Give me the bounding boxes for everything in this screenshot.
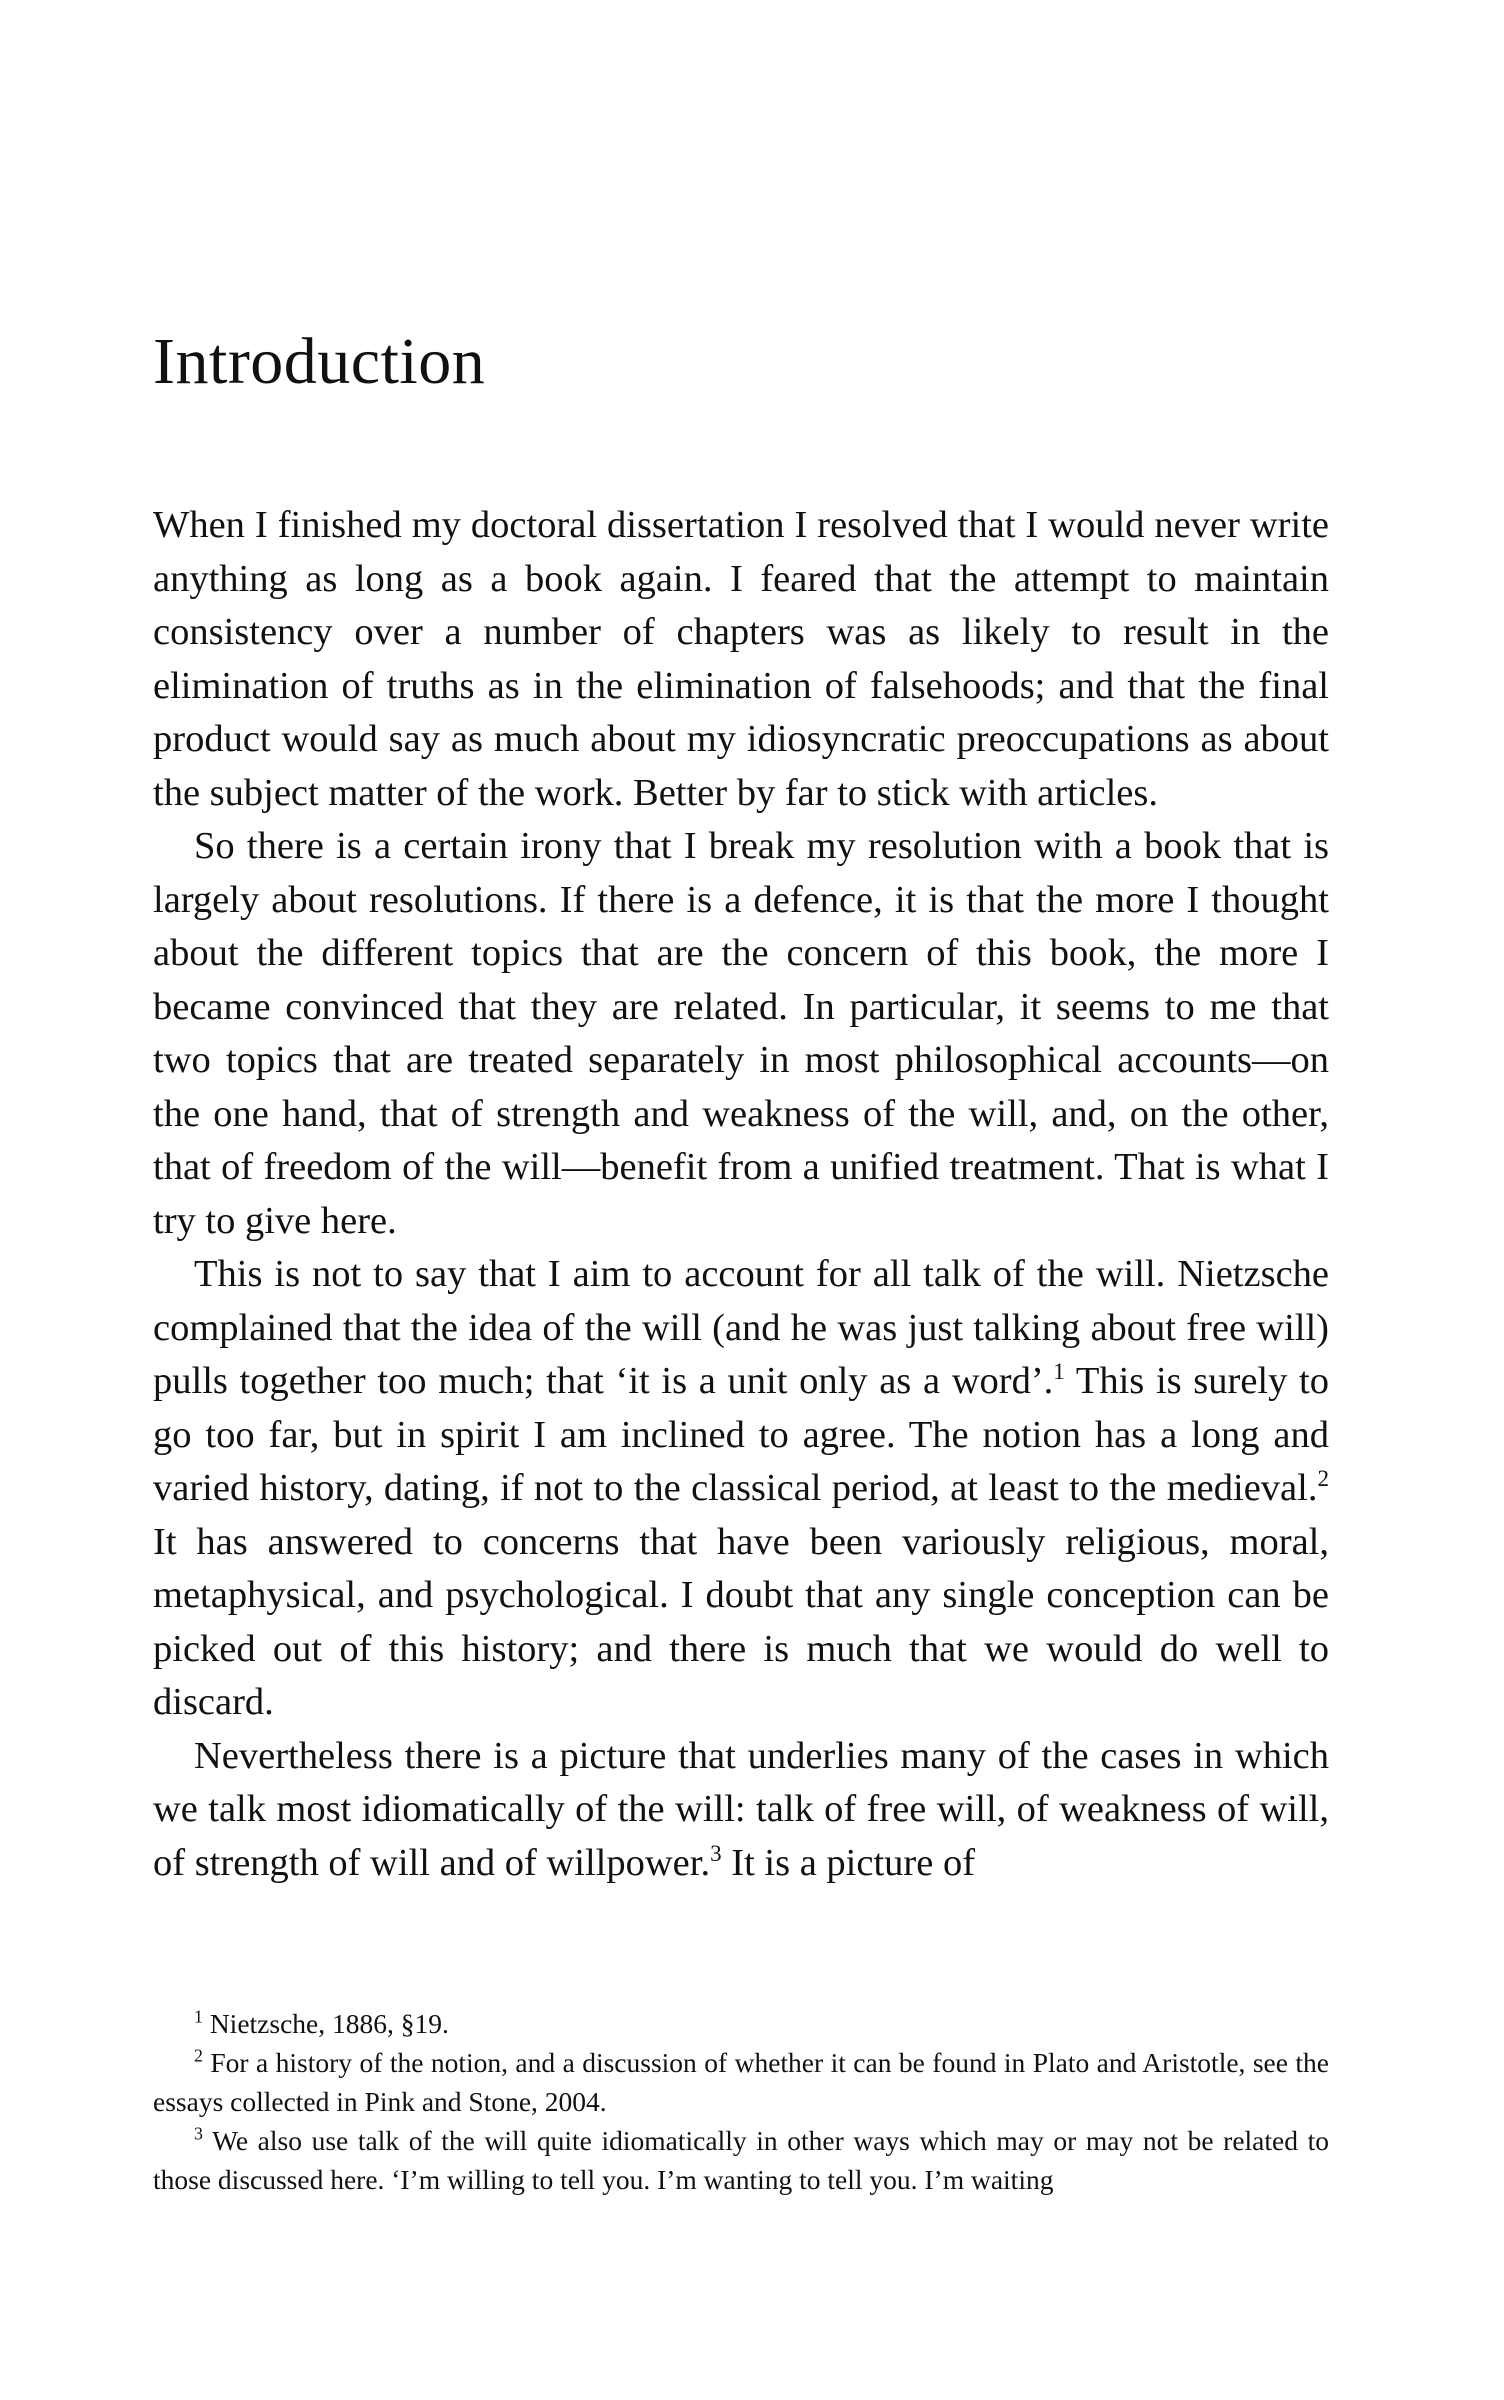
paragraph-text: This is not to say that I aim to account for all talk of the will. Nietzsche complained that the idea of the will (and he was just talking about free will) pulls together too much; that ‘it is a unit only as a word’.: [153, 1253, 1329, 1402]
paragraph-text: It is a picture of: [721, 1841, 976, 1884]
body-text: [153, 499, 1329, 1890]
footnote-marker: 1: [194, 2006, 203, 2027]
footnotes: [153, 2004, 1329, 2199]
footnote-text: For a history of the notion, and a discussion of whether it can be found in Plato and Aristotle, see the essays collected in Pink and Stone, 2004.: [153, 2047, 1329, 2117]
paragraph: [153, 1248, 1329, 1730]
footnote-reference: 1: [1053, 1358, 1065, 1385]
footnote-reference: 2: [1317, 1465, 1329, 1492]
paragraph-text: So there is a certain irony that I break my resolution with a book that is largely about resolutions. If there is a defence, it is that the more I thought about the different topics that are the concern of this book, the more I became convinced that they are related. In particular, it seems to me that two topics that are treated separately in most philosophical accounts—on the one hand, that of strength and weakness of the will, and, on the other, that of freedom of the will—benefit from a unified treatment. That is what I try to give here.: [153, 825, 1329, 1242]
paragraph: [153, 820, 1329, 1248]
paragraph: [153, 499, 1329, 820]
footnote-text: Nietzsche, 1886, §19.: [202, 2008, 449, 2039]
footnote-marker: 3: [194, 2123, 203, 2144]
footnote: [153, 2043, 1329, 2121]
paragraph-text: Nevertheless there is a picture that underlies many of the cases in which we talk most idiomatically of the will: talk of free will, of weakness of will, of strength of will and of willpower.: [153, 1734, 1329, 1884]
paragraph-text: When I finished my doctoral dissertation I resolved that I would never write anything as long as a book again. I feared that the attempt to maintain consistency over a number of chapters was as likely to result in the elimination of truths as in the elimination of falsehoods; and that the final product would say as much about my idiosyncratic preoccupations as about the subject matter of the work. Better by far to stick with articles.: [153, 504, 1329, 814]
footnote: [153, 2004, 1329, 2043]
footnote: [153, 2121, 1329, 2199]
footnote-reference: 3: [710, 1839, 722, 1866]
paragraph-text: This is surely to go too far, but in spirit I am inclined to agree. The notion has a long and varied history, dating, if not to the classical period, at least to the medieval.: [153, 1360, 1329, 1509]
footnote-marker: 2: [194, 2045, 203, 2066]
chapter-title: Introduction: [153, 325, 486, 398]
paragraph: [153, 1730, 1329, 1891]
paragraph-text: It has answered to concerns that have been variously religious, moral, metaphysical, and psychological. I doubt that any single conception can be picked out of this history; and there is much that we would do well to discard.: [153, 1520, 1329, 1723]
footnote-text: We also use talk of the will quite idiomatically in other ways which may or may not be related to those discussed here. ‘I’m willing to tell you. I’m wanting to tell you. I’m waiting: [153, 2125, 1329, 2195]
